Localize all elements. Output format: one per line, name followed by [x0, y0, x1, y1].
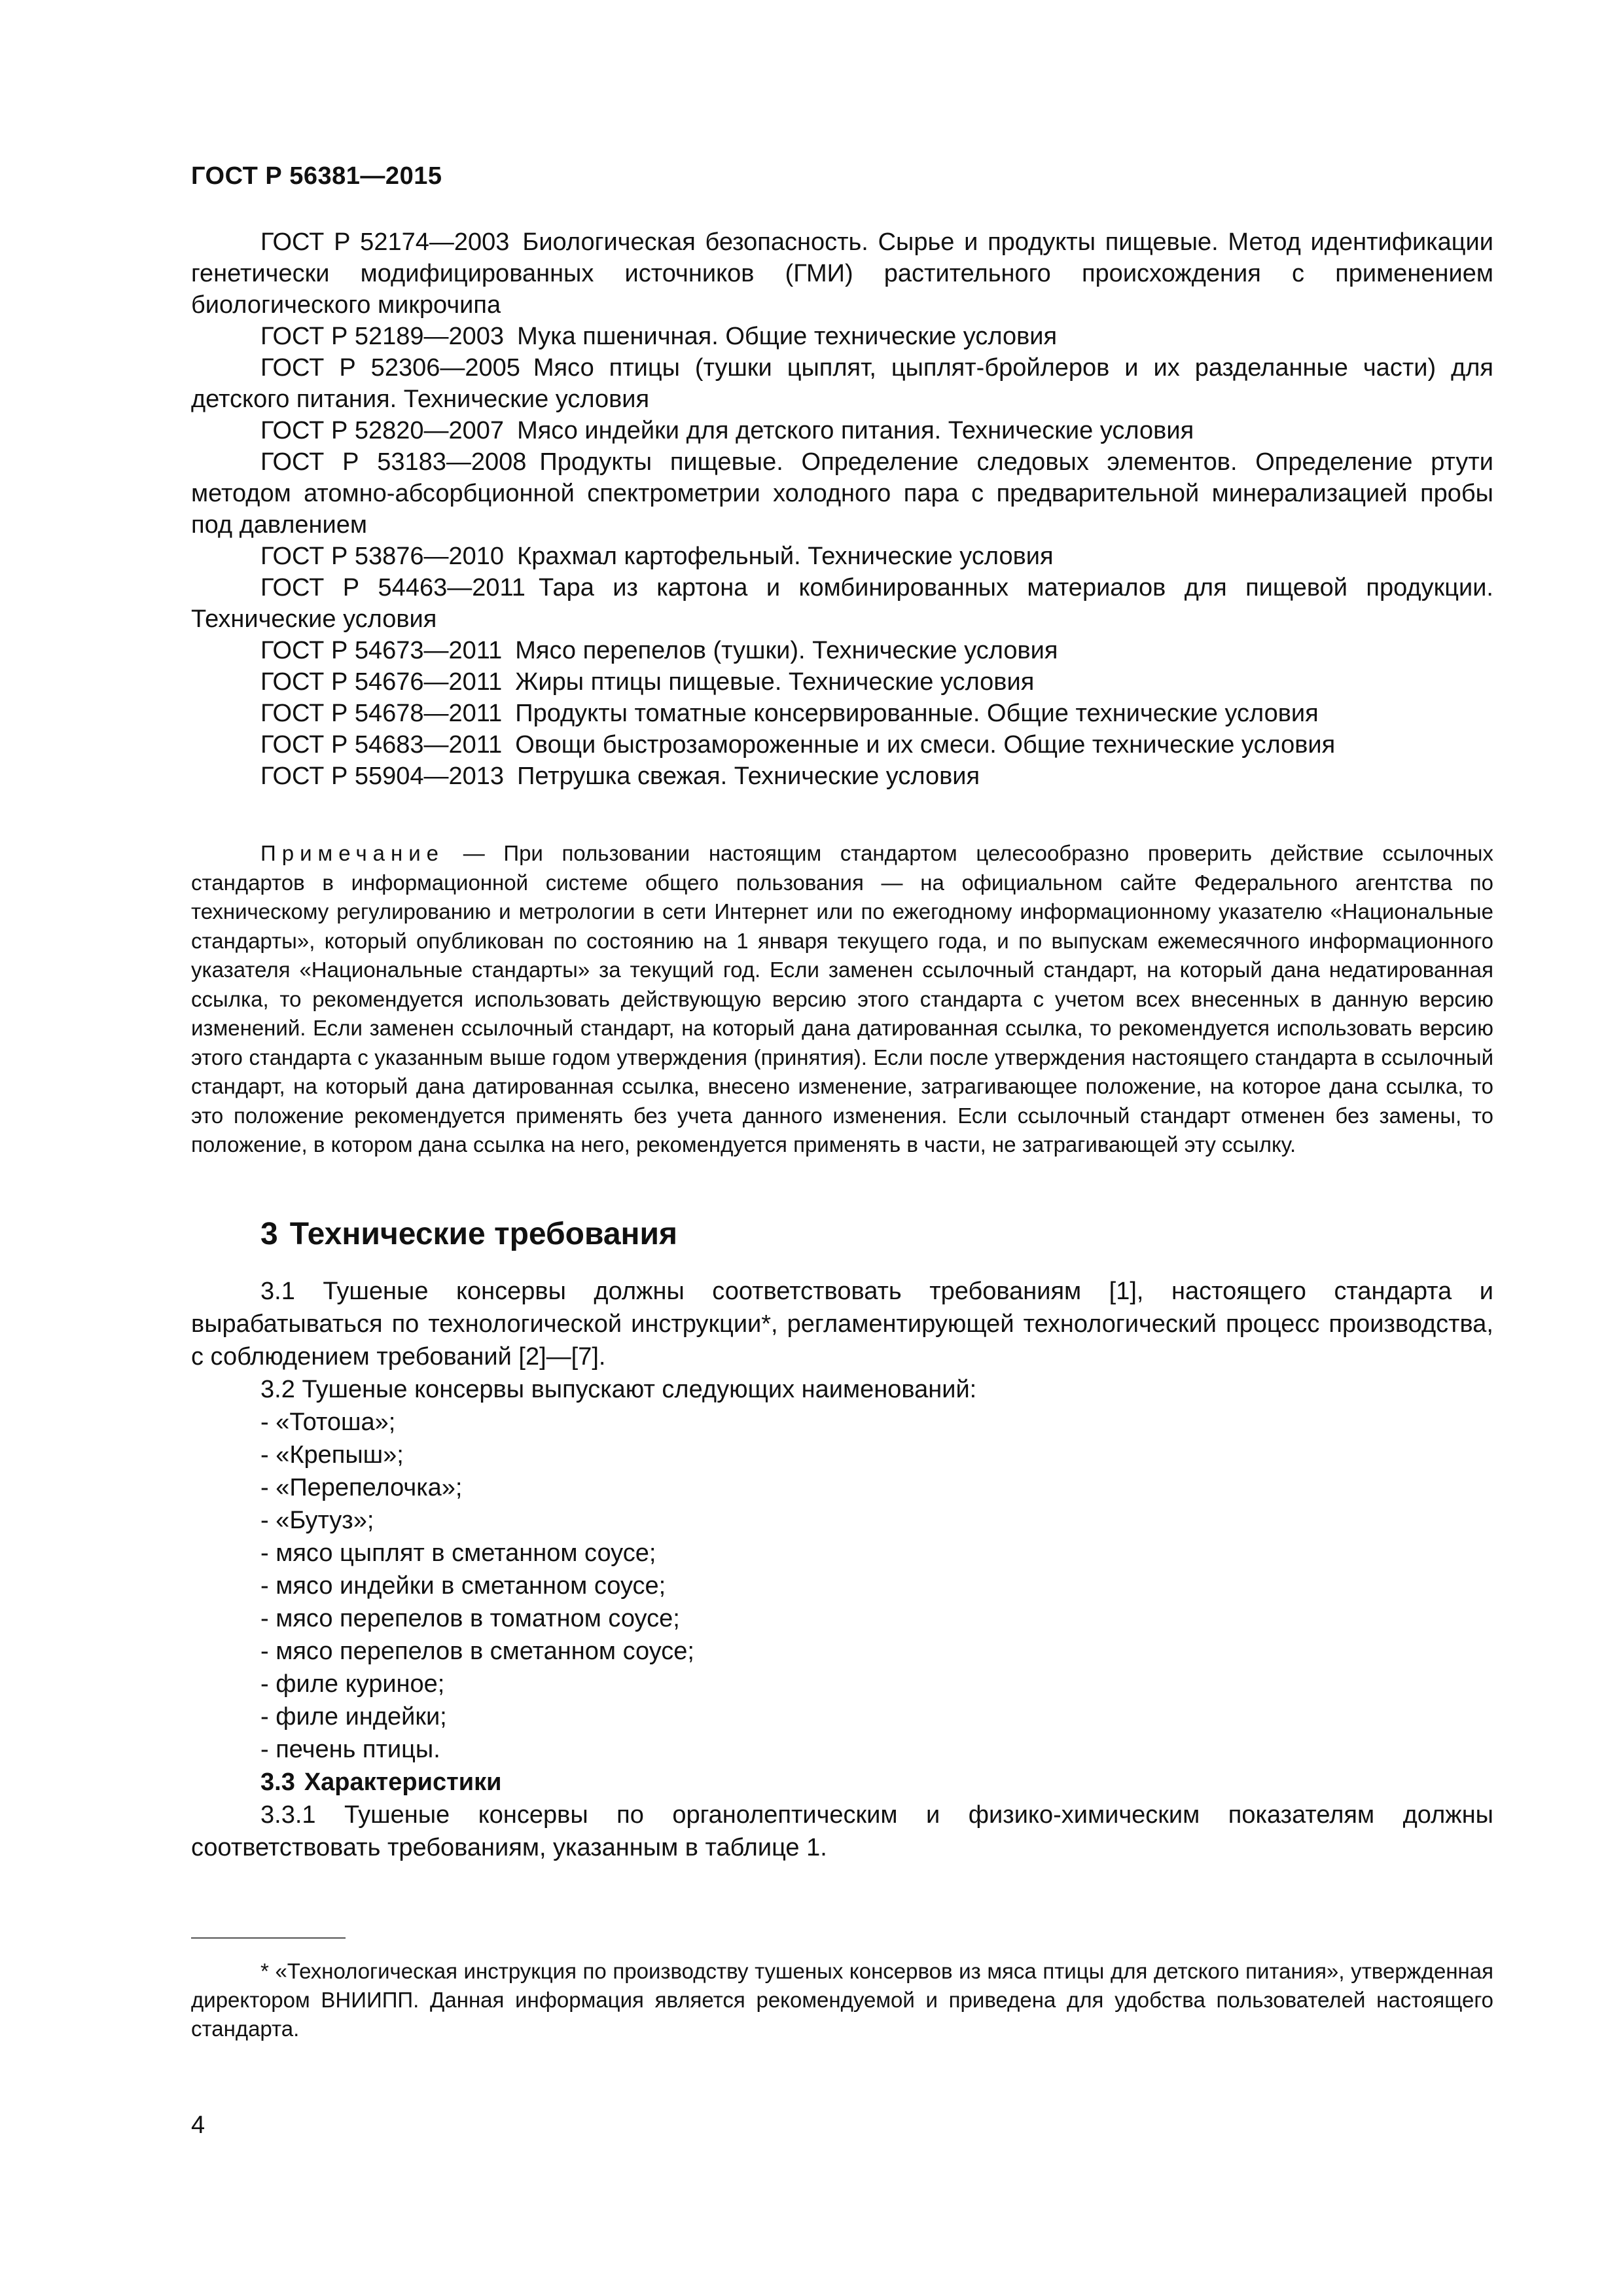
product-names-list: [191, 1406, 1493, 1766]
list-item: - мясо цыплят в сметанном соусе;: [260, 1539, 656, 1567]
subsection-title: Характеристики: [304, 1768, 502, 1796]
list-item: - «Перепелочка»;: [260, 1474, 463, 1501]
section-number: 3: [260, 1217, 278, 1251]
reference-title: Петрушка свежая. Технические условия: [517, 762, 980, 790]
subsection-number: 3.3: [260, 1768, 295, 1796]
section-body: [191, 1275, 1493, 1864]
reference-title: Мясо перепелов (тушки). Технические условия: [515, 637, 1058, 664]
list-item: - «Крепыш»;: [260, 1441, 404, 1469]
subsection-heading: [260, 1766, 1493, 1799]
reference-code: ГОСТ Р 55904—2013: [260, 762, 505, 790]
reference-item: [191, 321, 1493, 352]
section-title: Технические требования: [289, 1217, 678, 1251]
list-item: - мясо перепелов в сметанном соусе;: [260, 1638, 694, 1665]
clause-3-3-1: 3.3.1 Тушеные консервы по органолептическим и физико-химическим показателям должны соответствовать требованиям, указанным в таблице 1.: [191, 1801, 1493, 1861]
reference-item: [191, 541, 1493, 572]
note-label: Примечание: [260, 841, 445, 865]
section-heading: [260, 1216, 677, 1252]
reference-item: [191, 415, 1493, 446]
reference-item: [191, 729, 1493, 761]
list-item: - печень птицы.: [260, 1736, 440, 1763]
list-item: - мясо индейки в сметанном соусе;: [260, 1572, 666, 1600]
reference-item: [191, 666, 1493, 698]
normative-references-list: [191, 226, 1493, 792]
reference-item: [191, 635, 1493, 666]
reference-title: Овощи быстрозамороженные и их смеси. Общие технические условия: [515, 731, 1336, 759]
reference-code: ГОСТ Р 54463—2011: [260, 574, 526, 601]
reference-title: Мука пшеничная. Общие технические условия: [517, 323, 1058, 350]
reference-code: ГОСТ Р 52174—2003: [260, 228, 510, 256]
reference-title: Крахмал картофельный. Технические условия: [517, 543, 1054, 570]
reference-code: ГОСТ Р 54676—2011: [260, 668, 503, 696]
reference-title: Тара из картона и комбинированных материалов для пищевой продукции. Технические условия: [191, 574, 1493, 633]
reference-title: Продукты томатные консервированные. Общие технические условия: [515, 700, 1319, 727]
reference-item: [191, 352, 1493, 415]
reference-code: ГОСТ Р 52189—2003: [260, 323, 505, 350]
references-note: [191, 839, 1493, 1160]
reference-item: [191, 572, 1493, 635]
reference-title: Мясо индейки для детского питания. Технические условия: [517, 417, 1194, 444]
reference-item: [191, 446, 1493, 541]
reference-title: Мясо птицы (тушки цыплят, цыплят-бройлеров и их разделанные части) для детского питания. Технические условия: [191, 354, 1493, 413]
list-item: - филе куриное;: [260, 1670, 445, 1698]
reference-code: ГОСТ Р 53876—2010: [260, 543, 505, 570]
document-code-header: ГОСТ Р 56381—2015: [191, 162, 442, 190]
reference-title: Биологическая безопасность. Сырье и продукты пищевые. Метод идентификации генетически модифицированных источников (ГМИ) растительного происхождения с применением биологического микрочипа: [191, 228, 1493, 319]
list-item: - «Бутуз»;: [260, 1507, 374, 1534]
note-text: — При пользовании настоящим стандартом целесообразно проверить действие ссылочных стандартов в информационной системе общего пользования — на официальном сайте Федерального агентства по техническому регулированию и метрологии в сети Интернет или по ежегодному информационному указателю «Национальные стандарты», который опубликован по состоянию на 1 января текущего года, и по выпускам ежемесячного информационного указателя «Национальные стандарты» за текущий год. Если заменен ссылочный стандарт, на который дана недатированная ссылка, то рекомендуется использовать действующую версию этого стандарта с учетом всех внесенных в данную версию изменений. Если заменен ссылочный стандарт, на который дана датированная ссылка, то рекомендуется использовать версию этого стандарта с указанным выше годом утверждения (принятия). Если после утверждения настоящего стандарта в ссылочный стандарт, на который дана датированная ссылка, внесено изменение, затрагивающее положение, на которое дана ссылка, то это положение рекомендуется применять без учета данного изменения. Если ссылочный стандарт отменен без замены, то положение, в котором дана ссылка на него, рекомендуется применять в части, не затрагивающей эту ссылку.: [191, 841, 1494, 1157]
reference-title: Продукты пищевые. Определение следовых элементов. Определение ртути методом атомно-абсорбционной спектрометрии холодного пара с предварительной минерализацией пробы под давлением: [191, 448, 1494, 539]
reference-title: Жиры птицы пищевые. Технические условия: [515, 668, 1035, 696]
reference-code: ГОСТ Р 53183—2008: [260, 448, 527, 476]
reference-code: ГОСТ Р 52306—2005: [260, 354, 520, 382]
reference-item: [191, 698, 1493, 729]
footnote: * «Технологическая инструкция по производству тушеных консервов из мяса птицы для детского питания», утвержденная директором ВНИИПП. Данная информация является рекомендуемой и приведена для удобства пользователей настоящего стандарта.: [191, 1959, 1493, 2041]
reference-item: [191, 226, 1493, 321]
list-item: - мясо перепелов в томатном соусе;: [260, 1605, 680, 1632]
reference-code: ГОСТ Р 54683—2011: [260, 731, 503, 759]
reference-item: [191, 761, 1493, 792]
clause-3-2: 3.2 Тушеные консервы выпускают следующих наименований:: [260, 1376, 977, 1403]
list-item: - «Тотоша»;: [260, 1408, 396, 1436]
reference-code: ГОСТ Р 54678—2011: [260, 700, 503, 727]
reference-code: ГОСТ Р 52820—2007: [260, 417, 505, 444]
list-item: - филе индейки;: [260, 1703, 447, 1731]
reference-code: ГОСТ Р 54673—2011: [260, 637, 503, 664]
page-number: 4: [191, 2111, 205, 2139]
footnote-separator: [191, 1937, 346, 1939]
clause-3-1: 3.1 Тушеные консервы должны соответствовать требованиям [1], настоящего стандарта и вырабатываться по технологической инструкции*, регламентирующей технологический процесс производства, с соблюдением требований [2]—[7].: [191, 1278, 1493, 1371]
